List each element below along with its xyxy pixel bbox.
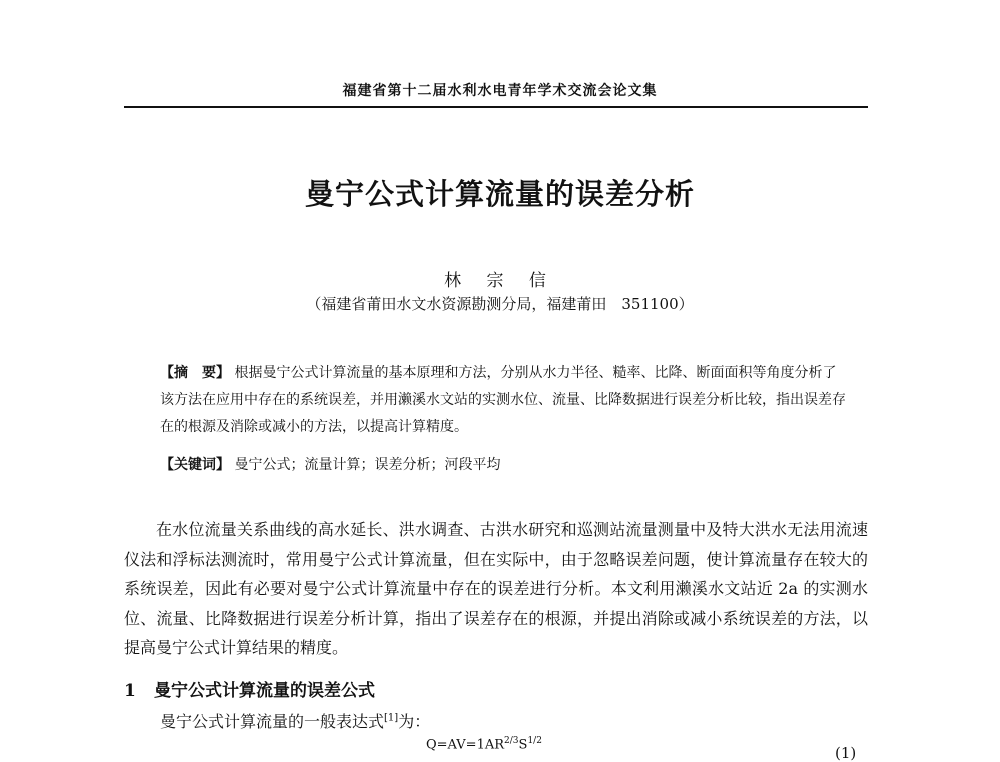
keywords-text: 曼宁公式；流量计算；误差分析；河段平均 xyxy=(234,457,501,473)
formula-exponent-r: 2/3 xyxy=(504,736,519,746)
section-heading-1 xyxy=(124,676,375,701)
abstract-text: 根据曼宁公式计算流量的基本原理和方法，分别从水力半径、糙率、比降、断面面积等角度分析了该方法在应用中存在的系统误差，并用濑溪水文站的实测水位、流量、比降数据进行误差分析比较，指出误差存在的根源及消除或减小的方法，以提高计算精度。 xyxy=(160,365,846,435)
formula-fraction-numerator: 1 xyxy=(476,737,485,753)
formula-intro xyxy=(160,709,430,732)
paper-title: 曼宁公式计算流量的误差分析 xyxy=(304,177,695,211)
section-number: 1 xyxy=(124,681,136,701)
equation-number: (1) xyxy=(835,744,857,762)
keywords xyxy=(160,454,850,474)
author-name: 林 宗 信 xyxy=(444,271,556,291)
abstract xyxy=(160,360,850,441)
formula-s: S xyxy=(518,737,528,753)
running-header: 福建省第十二届水利水电青年学术交流会论文集 xyxy=(342,83,658,99)
header-rule xyxy=(124,106,868,108)
section-title: 曼宁公式计算流量的误差公式 xyxy=(154,681,375,701)
manning-formula xyxy=(426,736,542,752)
formula-lhs: Q=AV= xyxy=(426,737,477,753)
keywords-label: 【关键词】 xyxy=(160,457,230,473)
formula-intro-suffix: 为： xyxy=(398,712,431,731)
citation-ref: [1] xyxy=(384,712,399,724)
formula-intro-text: 曼宁公式计算流量的一般表达式 xyxy=(160,712,385,731)
formula-exponent-s: 1/2 xyxy=(527,736,542,746)
abstract-label: 【摘 要】 xyxy=(160,365,230,381)
body-paragraph: 在水位流量关系曲线的高水延长、洪水调查、古洪水研究和巡测站流量测量中及特大洪水无法用流速仪法和浮标法测流时，常用曼宁公式计算流量，但在实际中，由于忽略误差问题，使计算流量存在较大的系统误差，因此有必要对曼宁公式计算流量中存在的误差进行分析。本文利用濑溪水文站近 2a 的实测水位、流量、比降数据进行误差分析计算，指出了误差存在的根源，并提出消除或减小系统误差的方法，以提高曼宁公式计算结果的精度。 xyxy=(124,520,868,657)
author-affiliation: （福建省莆田水文水资源勘测分局，福建莆田 351100） xyxy=(306,295,694,313)
formula-ar: AR xyxy=(484,737,505,753)
